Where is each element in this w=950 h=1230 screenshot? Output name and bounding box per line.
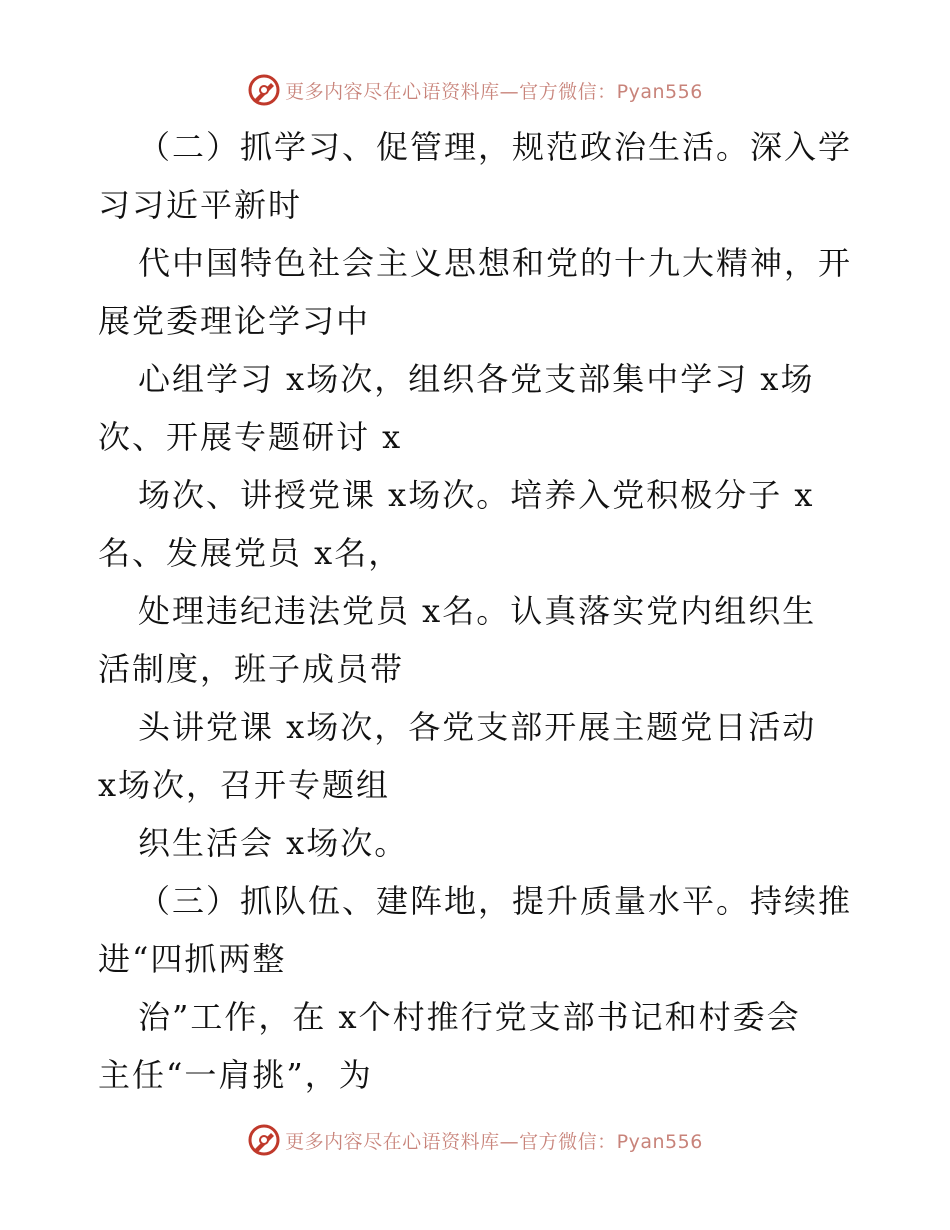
pen-logo-icon (247, 73, 281, 107)
text-line: 次、开展专题研讨 x (98, 418, 403, 456)
text-line: 主任“一肩挑”，为 (98, 1056, 373, 1094)
header-watermark (0, 70, 950, 110)
watermark-text: 更多内容尽在心语资料库—官方微信：Pyan556 (285, 80, 703, 103)
text-line: 习习近平新时 (98, 186, 303, 224)
document-body (98, 118, 868, 1104)
footer-watermark (0, 1120, 950, 1160)
text-line: 进“四抓两整 (98, 940, 287, 978)
pen-logo-icon (247, 1123, 281, 1157)
text-line: x场次，召开专题组 (98, 766, 391, 804)
text-line: 心组学习 x场次，组织各党支部集中学习 x场 (138, 360, 815, 398)
text-line: （三）抓队伍、建阵地，提升质量水平。持续推 (138, 882, 853, 920)
text-line: 头讲党课 x场次，各党支部开展主题党日活动 (138, 708, 817, 746)
text-line: 代中国特色社会主义思想和党的十九大精神，开 (138, 244, 853, 282)
watermark-text: 更多内容尽在心语资料库—官方微信：Pyan556 (285, 1130, 703, 1153)
text-line: 场次、讲授党课 x场次。培养入党积极分子 x (138, 476, 815, 514)
text-line: 处理违纪违法党员 x名。认真落实党内组织生 (138, 592, 817, 630)
text-line: 活制度，班子成员带 (98, 650, 405, 688)
text-line: 织生活会 x场次。 (138, 824, 409, 862)
text-line: 治”工作，在 x个村推行党支部书记和村委会 (138, 998, 801, 1036)
text-line: 名、发展党员 x名， (98, 534, 403, 572)
text-line: （二）抓学习、促管理，规范政治生活。深入学 (138, 128, 853, 166)
text-line: 展党委理论学习中 (98, 302, 371, 340)
